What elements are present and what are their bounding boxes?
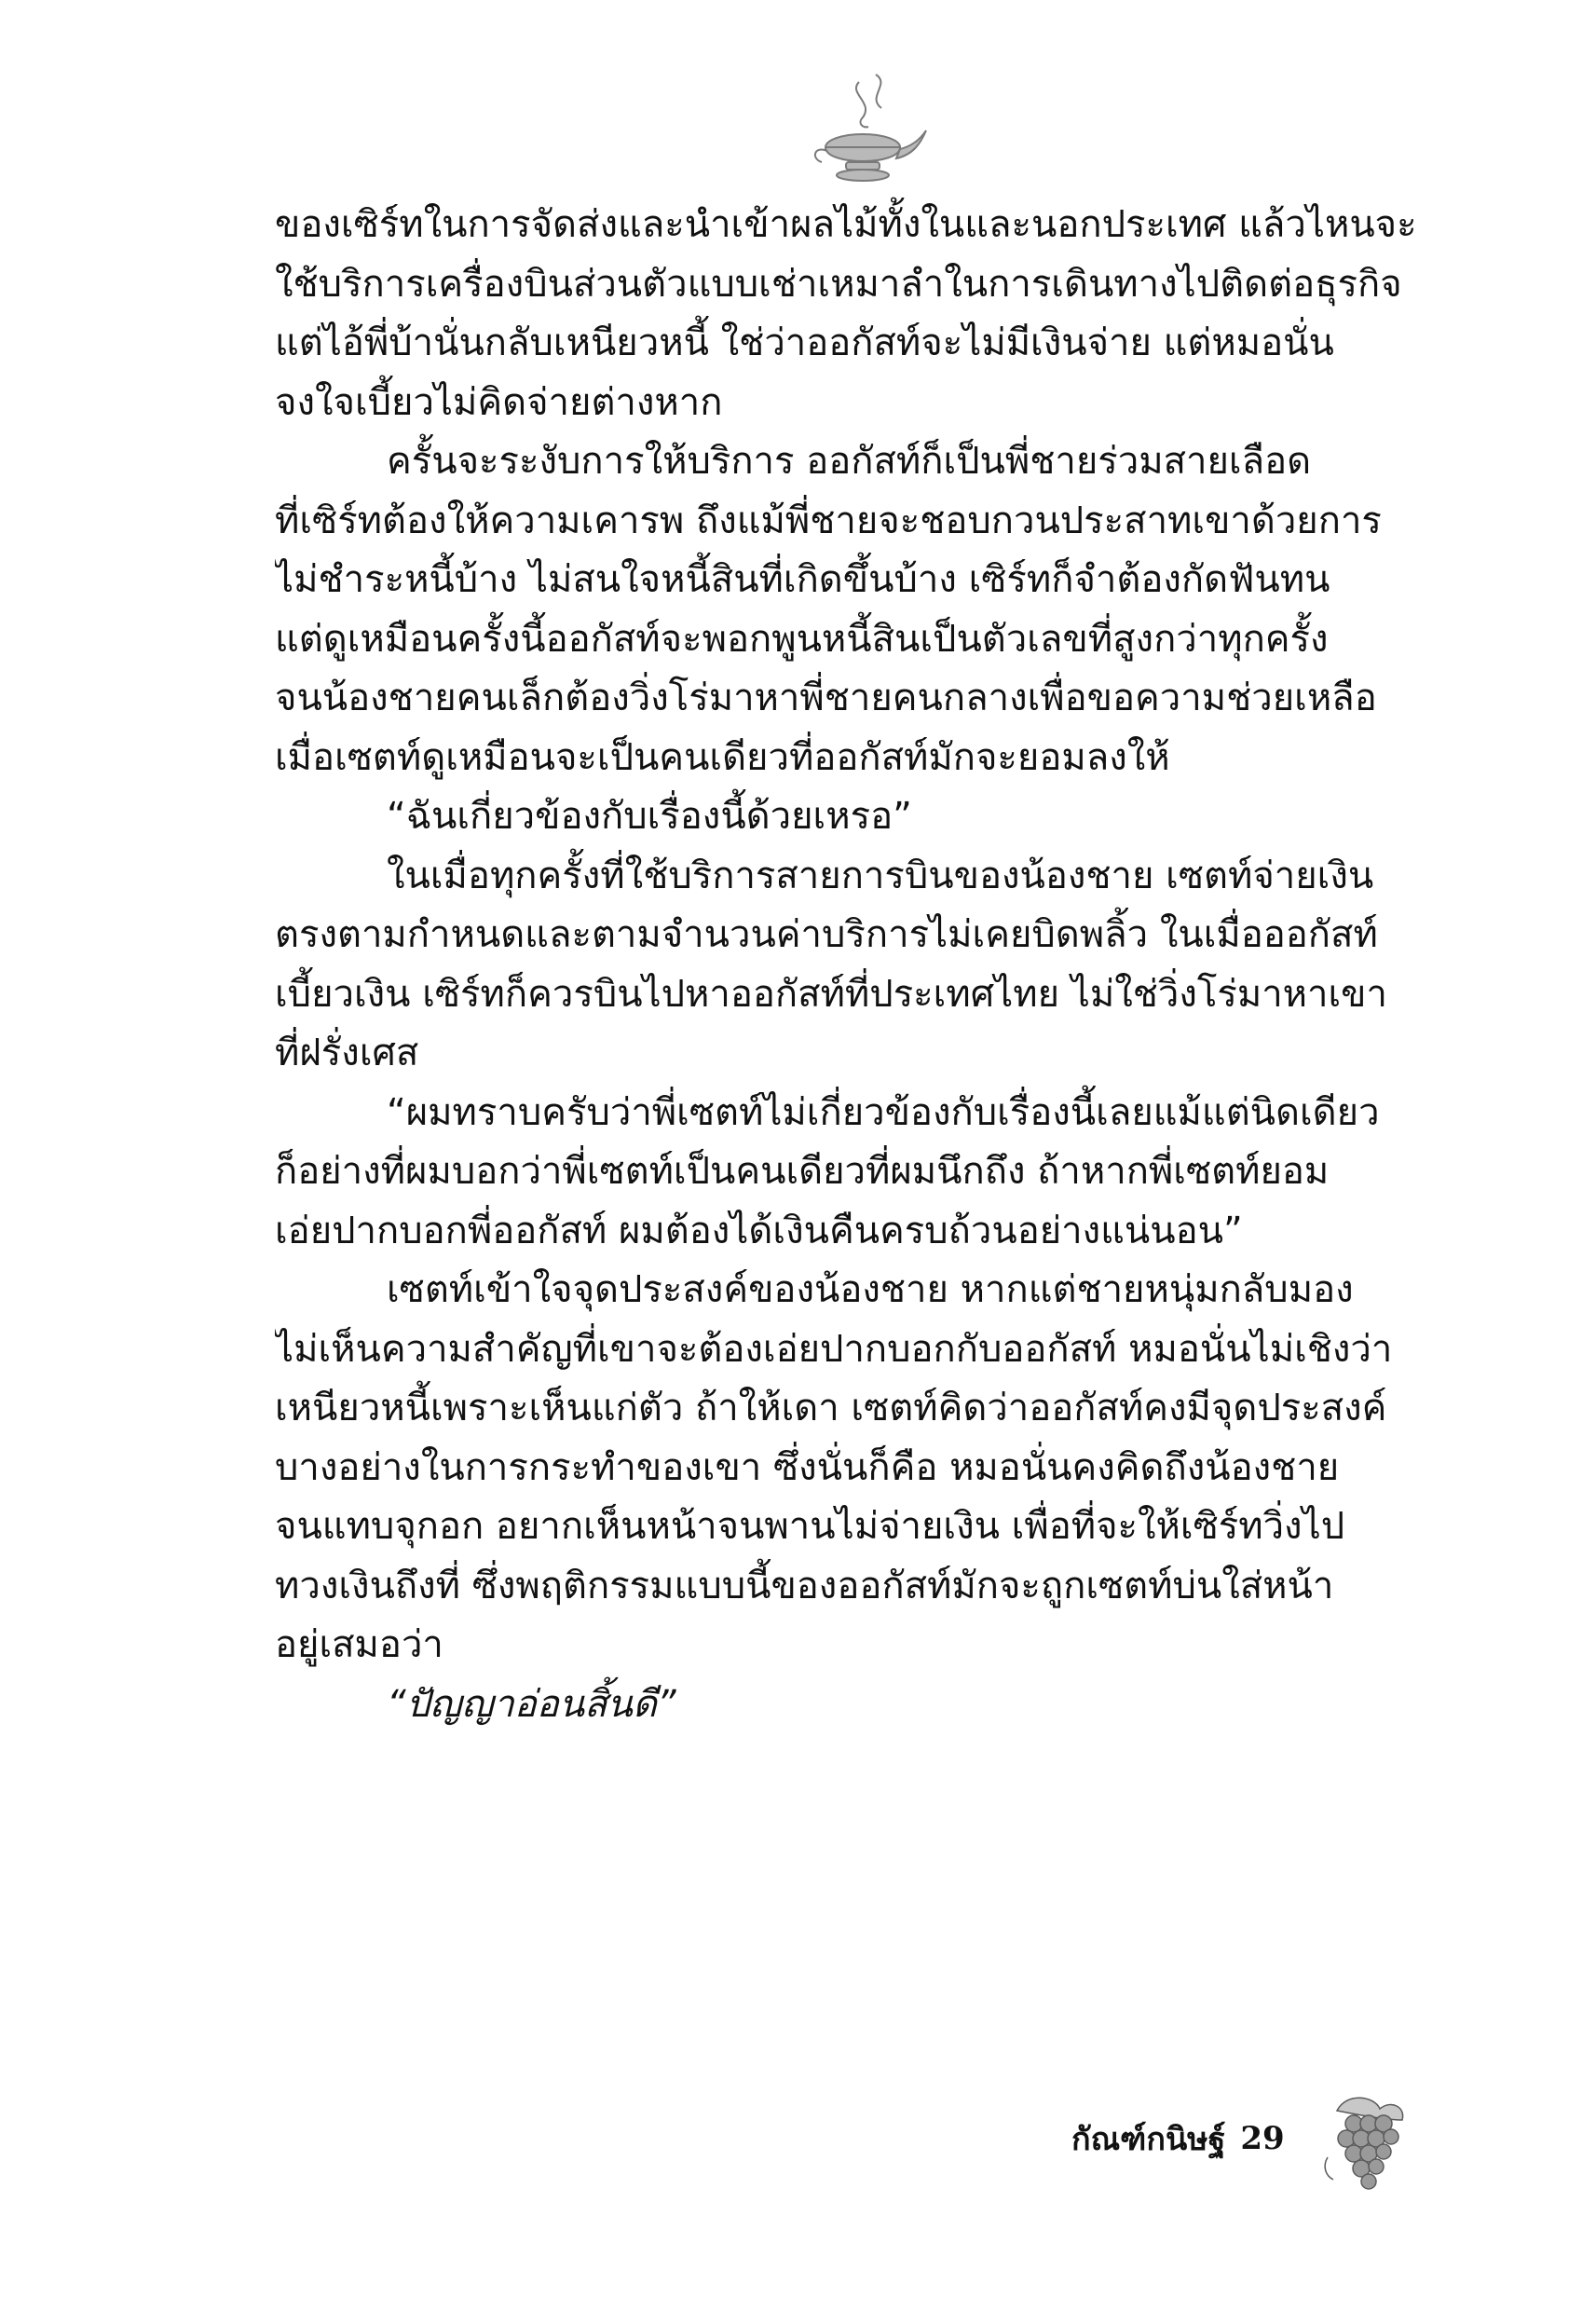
page-footer (1071, 2097, 1421, 2181)
text-line: เหนียวหนี้เพราะเห็นแก่ตัว ถ้าให้เดา เซตท์คิดว่าออกัสท์คงมีจุดประสงค์ (275, 1387, 1387, 1429)
text-line: เบี้ยวเงิน เซิร์ทก็ควรบินไปหาออกัสท์ที่ประเทศไทย ไม่ใช่วิ่งโร่มาหาเขา (275, 972, 1387, 1016)
text-line: เอ่ยปากบอกพี่ออกัสท์ ผมต้องได้เงินคืนครบถ้วนอย่างแน่นอน” (275, 1209, 1243, 1252)
text-line: ในเมื่อทุกครั้งที่ใช้บริการสายการบินของน้องชาย เซตท์จ่ายเงิน (387, 854, 1374, 897)
text-line: จงใจเบี้ยวไม่คิดจ่ายต่างหาก (275, 380, 723, 424)
page-number: 29 (1240, 2120, 1285, 2157)
text-line: อยู่เสมอว่า (275, 1623, 443, 1666)
text-line: จนแทบจุกอก อยากเห็นหน้าจนพานไม่จ่ายเงิน เพื่อที่จะให้เซิร์ทวิ่งไป (275, 1505, 1345, 1548)
text-line: ที่ฝรั่งเศส (275, 1032, 419, 1074)
grapes-icon (1309, 2083, 1421, 2195)
body-text (275, 196, 1439, 1734)
text-line: ตรงตามกำหนดและตามจำนวนค่าบริการไม่เคยบิดพลิ้ว ในเมื่อออกัสท์ (275, 913, 1378, 956)
text-line: ก็อย่างที่ผมบอกว่าพี่เซตท์เป็นคนเดียวที่ผมนึกถึง ถ้าหากพี่เซตท์ยอม (275, 1150, 1330, 1193)
text-line: “ปัญญาอ่อนสิ้นดี” (387, 1682, 676, 1726)
text-line: ทวงเงินถึงที่ ซึ่งพฤติกรรมแบบนี้ของออกัสท์มักจะถูกเซตท์บ่นใส่หน้า (275, 1564, 1334, 1607)
text-line: “ฉันเกี่ยวข้องกับเรื่องนี้ด้วยเหรอ” (387, 795, 912, 838)
text-line: แต่ดูเหมือนครั้งนี้ออกัสท์จะพอกพูนหนี้สินเป็นตัวเลขที่สูงกว่าทุกครั้ง (275, 617, 1329, 661)
book-title: กัณฑ์กนิษฐ์ (1071, 2121, 1226, 2158)
text-line: “ผมทราบครับว่าพี่เซตท์ไม่เกี่ยวข้องกับเรื่องนี้เลยแม้แต่นิดเดียว (387, 1090, 1380, 1134)
text-line: บางอย่างในการกระทำของเขา ซึ่งนั่นก็คือ หมอนั่นคงคิดถึงน้องชาย (275, 1445, 1340, 1489)
text-line: ครั้นจะระงับการให้บริการ ออกัสท์ก็เป็นพี่ชายร่วมสายเลือด (387, 440, 1312, 483)
text-line: ใช้บริการเครื่องบินส่วนตัวแบบเช่าเหมาลำในการเดินทางไปติดต่อธุรกิจ (275, 262, 1402, 306)
text-line: ของเซิร์ทในการจัดส่งและนำเข้าผลไม้ทั้งในและนอกประเทศ แล้วไหนจะ (275, 203, 1417, 246)
text-line: จนน้องชายคนเล็กต้องวิ่งโร่มาหาพี่ชายคนกลางเพื่อขอความช่วยเหลือ (275, 677, 1377, 719)
text-line: เซตท์เข้าใจจุดประสงค์ของน้องชาย หากแต่ชายหนุ่มกลับมอง (387, 1268, 1354, 1311)
text-line: ไม่เห็นความสำคัญที่เขาจะต้องเอ่ยปากบอกกับออกัสท์ หมอนั่นไม่เชิงว่า (275, 1327, 1393, 1371)
text-line: ที่เซิร์ทต้องให้ความเคารพ ถึงแม้พี่ชายจะชอบกวนประสาทเขาด้วยการ (275, 499, 1382, 542)
text-line: แต่ไอ้พี่บ้านั่นกลับเหนียวหนี้ ใช่ว่าออกัสท์จะไม่มีเงินจ่าย แต่หมอนั่น (275, 321, 1334, 364)
text-line: เมื่อเซตท์ดูเหมือนจะเป็นคนเดียวที่ออกัสท์มักจะยอมลงให้ (275, 735, 1170, 779)
text-line: ไม่ชำระหนี้บ้าง ไม่สนใจหนี้สินที่เกิดขึ้นบ้าง เซิร์ทก็จำต้องกัดฟันทน (275, 558, 1330, 601)
genie-lamp-icon (801, 65, 932, 196)
